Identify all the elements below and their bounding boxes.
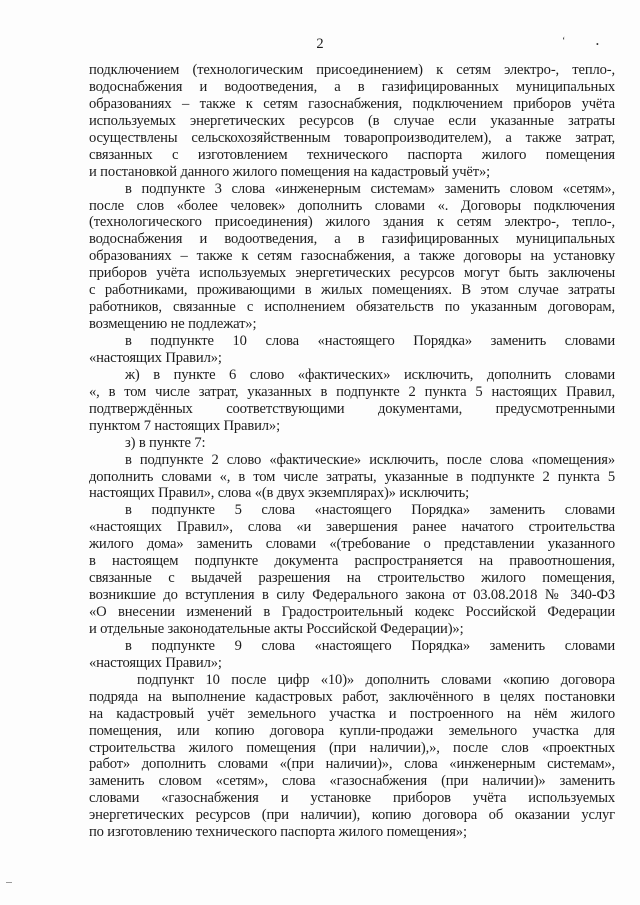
text-line: (технологического присоединения) жилого здания к сетям электро-, тепло-, (89, 214, 615, 231)
text-line: словами «газоснабжения и установке приборов учёта используемых (89, 790, 615, 807)
text-line: подтверждённых соответствующими документами, предусмотренными (89, 400, 615, 417)
text-line: в подпункте 5 слова «настоящего Порядка» заменить словами (125, 502, 615, 519)
text-line: осуществлены сельскохозяйственным товаропроизводителем), а также затрат, (89, 129, 615, 146)
text-line: подряда на выполнение кадастровых работ, заключённого в целях постановки (89, 688, 615, 705)
text-line: «О внесении изменений в Градостроительный кодекс Российской Федерации (89, 604, 615, 620)
text-line: «настоящих Правил», слова «и завершения ранее начатого строительства (89, 519, 615, 536)
text-line: строительства жилого помещения (при наличии),», после слов «проектных (89, 739, 615, 756)
text-line: связанных с изготовлением технического паспорта жилого помещения (89, 146, 615, 163)
text-line: пунктом 7 настоящих Правил»; (89, 417, 280, 434)
text-line: используемых энергетических ресурсов (в случае если указанные затраты (89, 112, 615, 129)
text-line: возникшие до вступления в силу Федерального закона от 03.08.2018 № 340-ФЗ (89, 587, 615, 604)
text-line: помещения, или копию договора купли-продажи земельного участка для (89, 722, 615, 739)
text-line: на кадастровый учёт земельного участка и построенного на нём жилого (89, 705, 615, 722)
text-line: дополнить словами «, в том числе затраты, указанные в подпункте 2 пункта 5 (89, 468, 615, 485)
text-line: «настоящих Правил»; (89, 654, 222, 671)
text-line: образованиях – также к сетям газоснабжения, а также договоры на установку (89, 248, 615, 265)
scan-margin-mark (6, 882, 12, 883)
corner-mark: ʻ (562, 36, 566, 47)
text-line: подключением (технологическим присоединением) к сетям электро-, тепло-, (89, 62, 615, 78)
text-line: образованиях – также к сетям газоснабжения, подключением приборов учёта (89, 95, 615, 112)
text-line: водоснабжения и водоотведения, а в газифицированных муниципальных (89, 231, 615, 248)
text-line: энергетических ресурсов (при наличии), копию договора об оказании услуг (89, 807, 615, 824)
page-number: 2 (316, 36, 324, 52)
text-line: настоящих Правил», слова «(в двух экземплярах)» исключить; (89, 485, 470, 502)
text-line: работ» дополнить словами «(при наличии)», слова «инженерным системам», (89, 756, 615, 773)
text-line: связанные с выдачей разрешения на строительство жилого помещения, (89, 570, 615, 587)
text-line: водоснабжения и водоотведения, а в газифицированных муниципальных (89, 78, 615, 95)
text-line: возмещению не подлежат»; (89, 316, 257, 333)
text-line: в подпункте 9 слова «настоящего Порядка» заменить словами (125, 637, 615, 654)
text-line: по изготовлению технического паспорта жилого помещения»; (89, 824, 467, 841)
text-line: заменить словом «сетям», слова «газоснабжения (при наличии)» заменить (89, 773, 615, 790)
corner-dot: • (596, 40, 599, 49)
document-body (89, 62, 615, 841)
text-line: с работниками, проживающими в жилых помещениях. В этом случае затраты (89, 282, 615, 299)
text-line: «, в том числе затрат, указанных в подпункте 2 пункта 5 настоящих Правил, (89, 383, 615, 400)
text-line: з) в пункте 7: (125, 434, 206, 451)
text-line: жилого дома» заменить словами «(требование о представлении указанного (89, 536, 615, 553)
text-line: в подпункте 2 слово «фактические» исключить, после слова «помещения» (125, 451, 615, 468)
text-line: приборов учёта используемых энергетических ресурсов могут быть заключены (89, 265, 615, 282)
text-line: после слов «более человек» дополнить словами «. Договоры подключения (89, 197, 615, 214)
text-line: и отдельные законодательные акты Российской Федерации)»; (89, 620, 464, 637)
text-line: работников, связанные с исполнением обязательств по указанным договорам, (89, 299, 615, 316)
text-line: ж) в пункте 6 слово «фактических» исключить, дополнить словами (125, 366, 615, 383)
text-line: в подпункте 10 слова «настоящего Порядка» заменить словами (125, 333, 615, 349)
text-line: и постановкой данного жилого помещения на кадастровый учёт»; (89, 163, 491, 180)
text-line: в подпункте 3 слова «инженерным системам» заменить словом «сетям», (125, 180, 615, 197)
text-line: «настоящих Правил»; (89, 349, 222, 366)
text-line: в настоящем подпункте документа распространяется на правоотношения, (89, 553, 615, 570)
text-line: подпункт 10 после цифр «10)» дополнить словами «копию договора (137, 671, 615, 688)
